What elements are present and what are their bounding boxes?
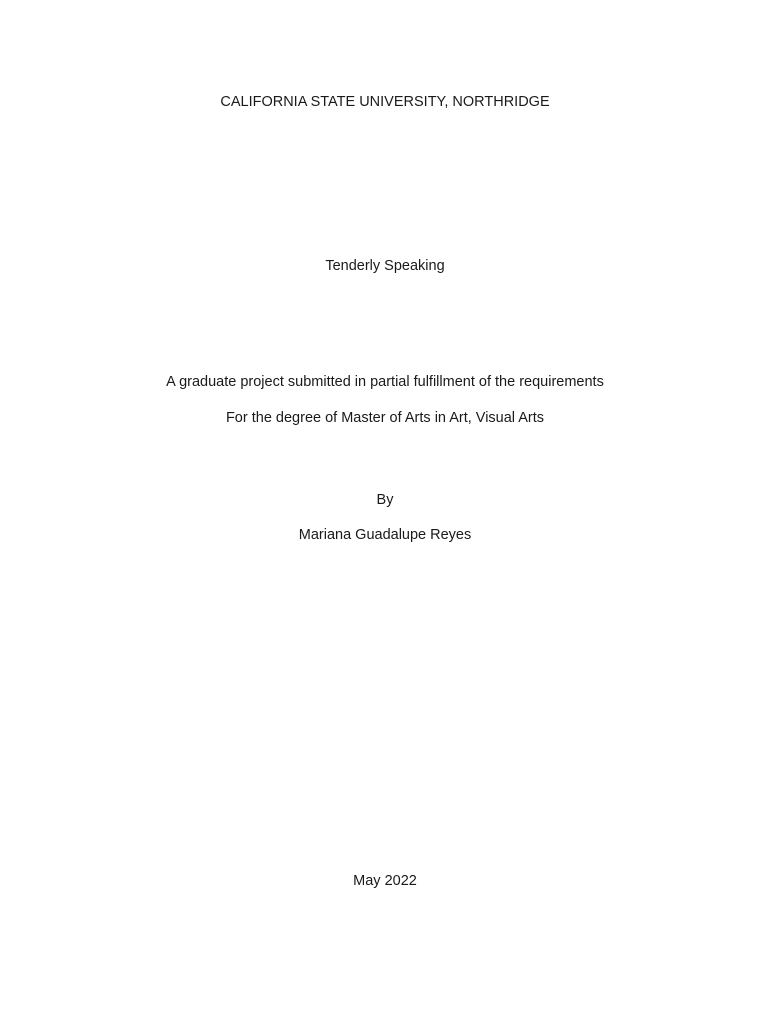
- by-label: By: [376, 492, 394, 508]
- university-name: CALIFORNIA STATE UNIVERSITY, NORTHRIDGE: [220, 94, 550, 110]
- author-name: Mariana Guadalupe Reyes: [298, 527, 472, 543]
- project-title: Tenderly Speaking: [325, 258, 445, 274]
- degree-line: For the degree of Master of Arts in Art, Visual Arts: [225, 410, 545, 426]
- submission-date: May 2022: [353, 873, 417, 889]
- submission-statement: A graduate project submitted in partial fulfillment of the requirements: [166, 374, 604, 390]
